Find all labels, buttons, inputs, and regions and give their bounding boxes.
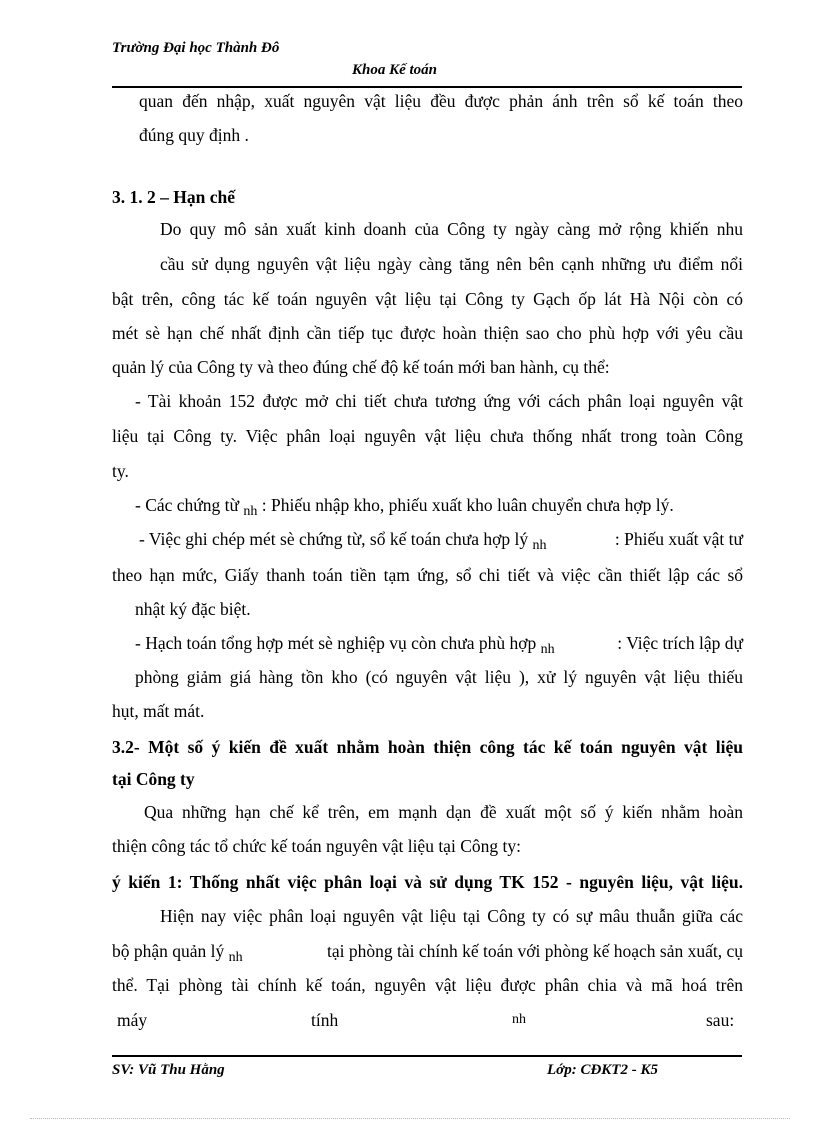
body-line [135, 632, 743, 657]
body-text: : Phiếu xuất vật tư [614, 529, 743, 549]
body-word: máy [117, 1010, 148, 1030]
body-text [112, 940, 243, 965]
body-text: : Phiếu nhập kho, phiếu xuất kho luân chuyển chưa hợp lý. [257, 495, 674, 515]
body-word: sau: [706, 1010, 735, 1030]
header-faculty: Khoa Kế toán [352, 62, 438, 78]
section-heading: 3. 1. 2 – Hạn chế [112, 187, 235, 207]
body-line [139, 528, 743, 553]
body-word: tính [311, 1010, 339, 1030]
section-heading: 3.2- Một số ý kiến đề xuất nhằm hoàn thiện công tác kế toán nguyên vật liệu [112, 737, 743, 757]
body-line: nhật ký đặc biệt. [135, 599, 251, 619]
body-text: bộ phận quản lý [112, 941, 225, 961]
body-line: Qua những hạn chế kể trên, em mạnh dạn đề xuất một số ý kiến nhằm hoàn [144, 802, 743, 822]
body-text: - Hạch toán tổng hợp mét sè nghiệp vụ còn chưa phù hợp [135, 633, 537, 653]
body-line: Hiện nay việc phân loại nguyên vật liệu tại Công ty có sự mâu thuẫn giữa các [160, 906, 743, 926]
footer-class: Lớp: CĐKT2 - K5 [547, 1062, 658, 1078]
header-rule [112, 86, 742, 88]
header-school: Trường Đại học Thành Đô [112, 40, 280, 56]
body-line: mét sè hạn chế nhất định cần tiếp tục được hoàn thiện sao cho phù hợp với yêu cầu [112, 323, 743, 343]
body-line: đúng quy định . [139, 125, 249, 145]
body-text [139, 528, 547, 553]
body-line: thể. Tại phòng tài chính kế toán, nguyên vật liệu được phân chia và mã hoá trên [112, 975, 743, 995]
section-heading: tại Công ty [112, 769, 195, 789]
abbreviation: nh [243, 504, 258, 519]
body-line: Do quy mô sản xuất kinh doanh của Công ty ngày càng mở rộng khiến nhu [160, 219, 743, 239]
body-line [135, 494, 674, 519]
body-text [135, 632, 555, 657]
body-line: hụt, mất mát. [112, 701, 205, 721]
body-line: theo hạn mức, Giấy thanh toán tiền tạm ứng, sổ chi tiết và việc cần thiết lập các sổ [112, 565, 743, 585]
abbreviation: nh [540, 642, 555, 657]
body-text: : Việc trích lập dự [617, 633, 743, 653]
footer-student: SV: Vũ Thu Hằng [112, 1062, 225, 1078]
body-line: ty. [112, 461, 129, 481]
abbreviation: nh [512, 1012, 526, 1027]
body-text: tại phòng tài chính kế toán với phòng kế hoạch sản xuất, cụ [326, 941, 743, 961]
body-line: bật trên, công tác kế toán nguyên vật liệu tại Công ty Gạch ốp lát Hà Nội còn có [112, 289, 743, 309]
body-line: - Tài khoản 152 được mở chi tiết chưa tương ứng với cách phân loại nguyên vật [135, 391, 743, 411]
abbreviation: nh [532, 538, 547, 553]
section-heading: ý kiến 1: Thống nhất việc phân loại và sử dụng TK 152 - nguyên liệu, vật liệu. [112, 872, 743, 892]
body-text: - Các chứng từ [135, 495, 240, 515]
abbreviation: nh [228, 950, 243, 965]
body-text: - Việc ghi chép mét sè chứng từ, sổ kế toán chưa hợp lý [139, 529, 529, 549]
footer-rule [112, 1055, 742, 1057]
body-line: quản lý của Công ty và theo đúng chế độ kế toán mới ban hành, cụ thể: [112, 357, 610, 377]
body-line: quan đến nhập, xuất nguyên vật liệu đều được phản ánh trên sổ kế toán theo [139, 91, 743, 111]
body-line: thiện công tác tổ chức kế toán nguyên vật liệu tại Công ty: [112, 836, 521, 856]
body-line: liệu tại Công ty. Việc phân loại nguyên vật liệu chưa thống nhất trong toàn Công [112, 426, 743, 446]
body-line [112, 940, 743, 965]
page-edge-dots [30, 1118, 790, 1119]
body-line: phòng giảm giá hàng tồn kho (có nguyên vật liệu ), xử lý nguyên vật liệu thiếu [135, 667, 743, 687]
body-line: cầu sử dụng nguyên vật liệu ngày càng tăng nên bên cạnh những ưu điểm nổi [160, 254, 743, 274]
